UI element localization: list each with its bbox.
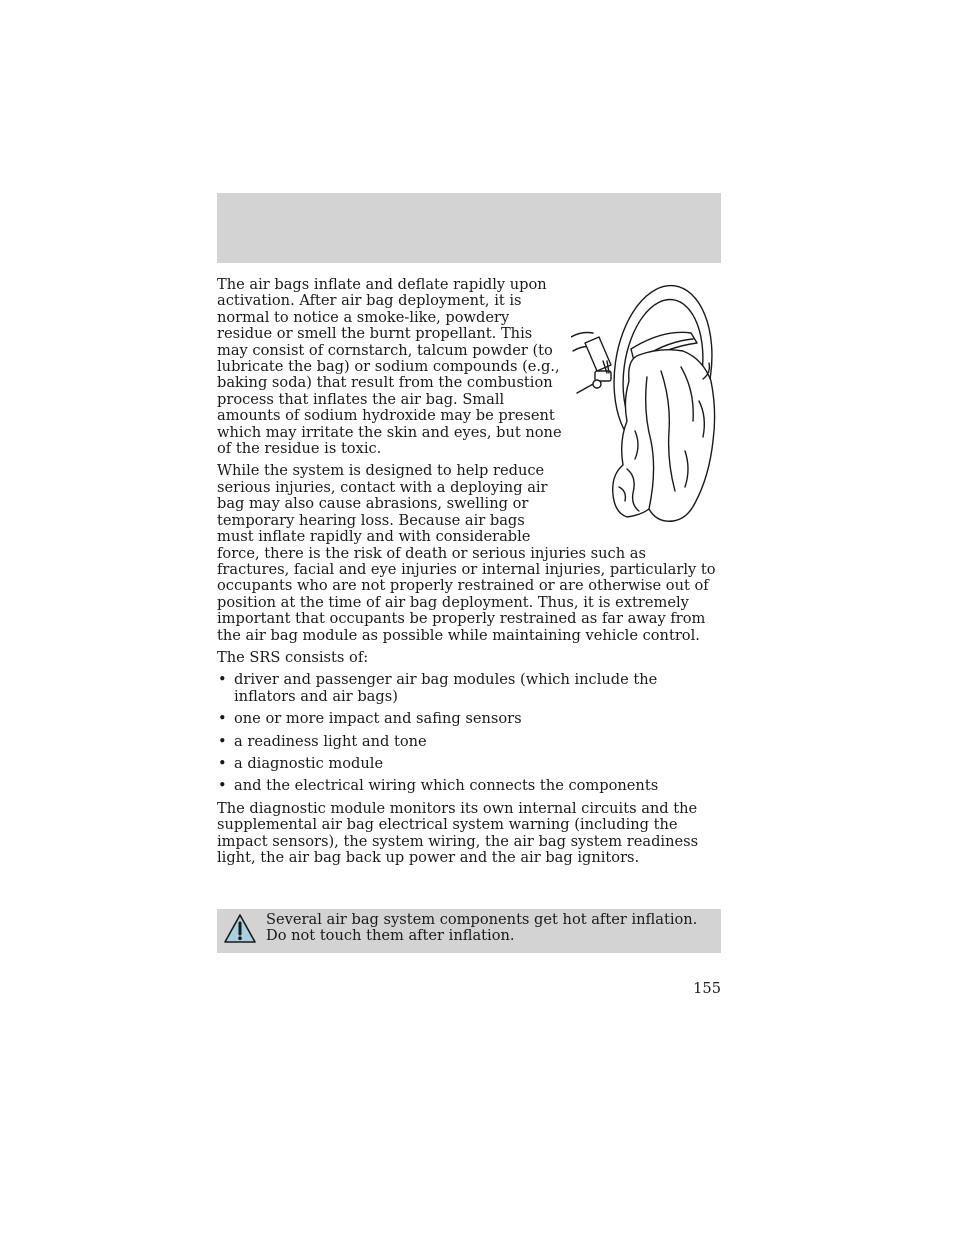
diagnostic-paragraph: The diagnostic module monitors its own internal circuits and the supplemental air bag electrical system warning (including the impact sensors), the system wiring, the air bag system readiness light, the air bag back up power and the air bag ignitors. bbox=[217, 799, 699, 866]
bullet: • bbox=[218, 710, 227, 728]
srs-components-list bbox=[217, 672, 721, 794]
warning-triangle-icon bbox=[223, 913, 257, 945]
page-number: 155 bbox=[693, 980, 721, 997]
page-content bbox=[217, 277, 721, 872]
srs-intro: The SRS consists of: bbox=[217, 648, 369, 666]
injury-paragraph: While the system is designed to help reduce serious injuries, contact with a deploying air bag may also cause abrasions, swelling or temporary hearing loss. Because air bags must inflate rapidly and with considerable force, there is the risk of death or serious injuries such as fractures, facial and eye injuries or internal injuries, particularly to occupants who are not properly restrained or are otherwise out of position at the time of air bag deployment. Thus, it is extremely important that occupants be properly restrained as far away from the air bag module as possible while maintaining vehicle control. bbox=[217, 462, 716, 644]
list-item: • one or more impact and safing sensors bbox=[218, 710, 522, 728]
deployed-airbag-illustration bbox=[571, 281, 731, 529]
bullet: • bbox=[218, 732, 227, 750]
steering-wheel-airbag-icon bbox=[571, 281, 731, 529]
list-item: • and the electrical wiring which connects the components bbox=[218, 777, 659, 795]
bullet: • bbox=[218, 754, 227, 772]
list-item: • a diagnostic module bbox=[218, 754, 384, 772]
list-item: • driver and passenger air bag modules (which include the inflators and air bags) bbox=[218, 671, 658, 705]
list-item: • a readiness light and tone bbox=[218, 732, 427, 750]
residue-paragraph: The air bags inflate and deflate rapidly upon activation. After air bag deployment, it is normal to notice a smoke-like, powdery residue or smell the burnt propellant. This may consist of cornstarch, talcum powder (to lubricate the bag) or sodium compounds (e.g., baking soda) that result from the combustion process that inflates the air bag. Small amounts of sodium hydroxide may be present which may irritate the skin and eyes, but none of the residue is toxic. bbox=[217, 276, 562, 458]
bullet: • bbox=[218, 671, 227, 689]
warning-text: Several air bag system components get hot after inflation. Do not touch them after inflation. bbox=[266, 911, 698, 945]
warning-box bbox=[217, 909, 721, 953]
section-header-band bbox=[217, 193, 721, 263]
bullet: • bbox=[218, 777, 227, 795]
